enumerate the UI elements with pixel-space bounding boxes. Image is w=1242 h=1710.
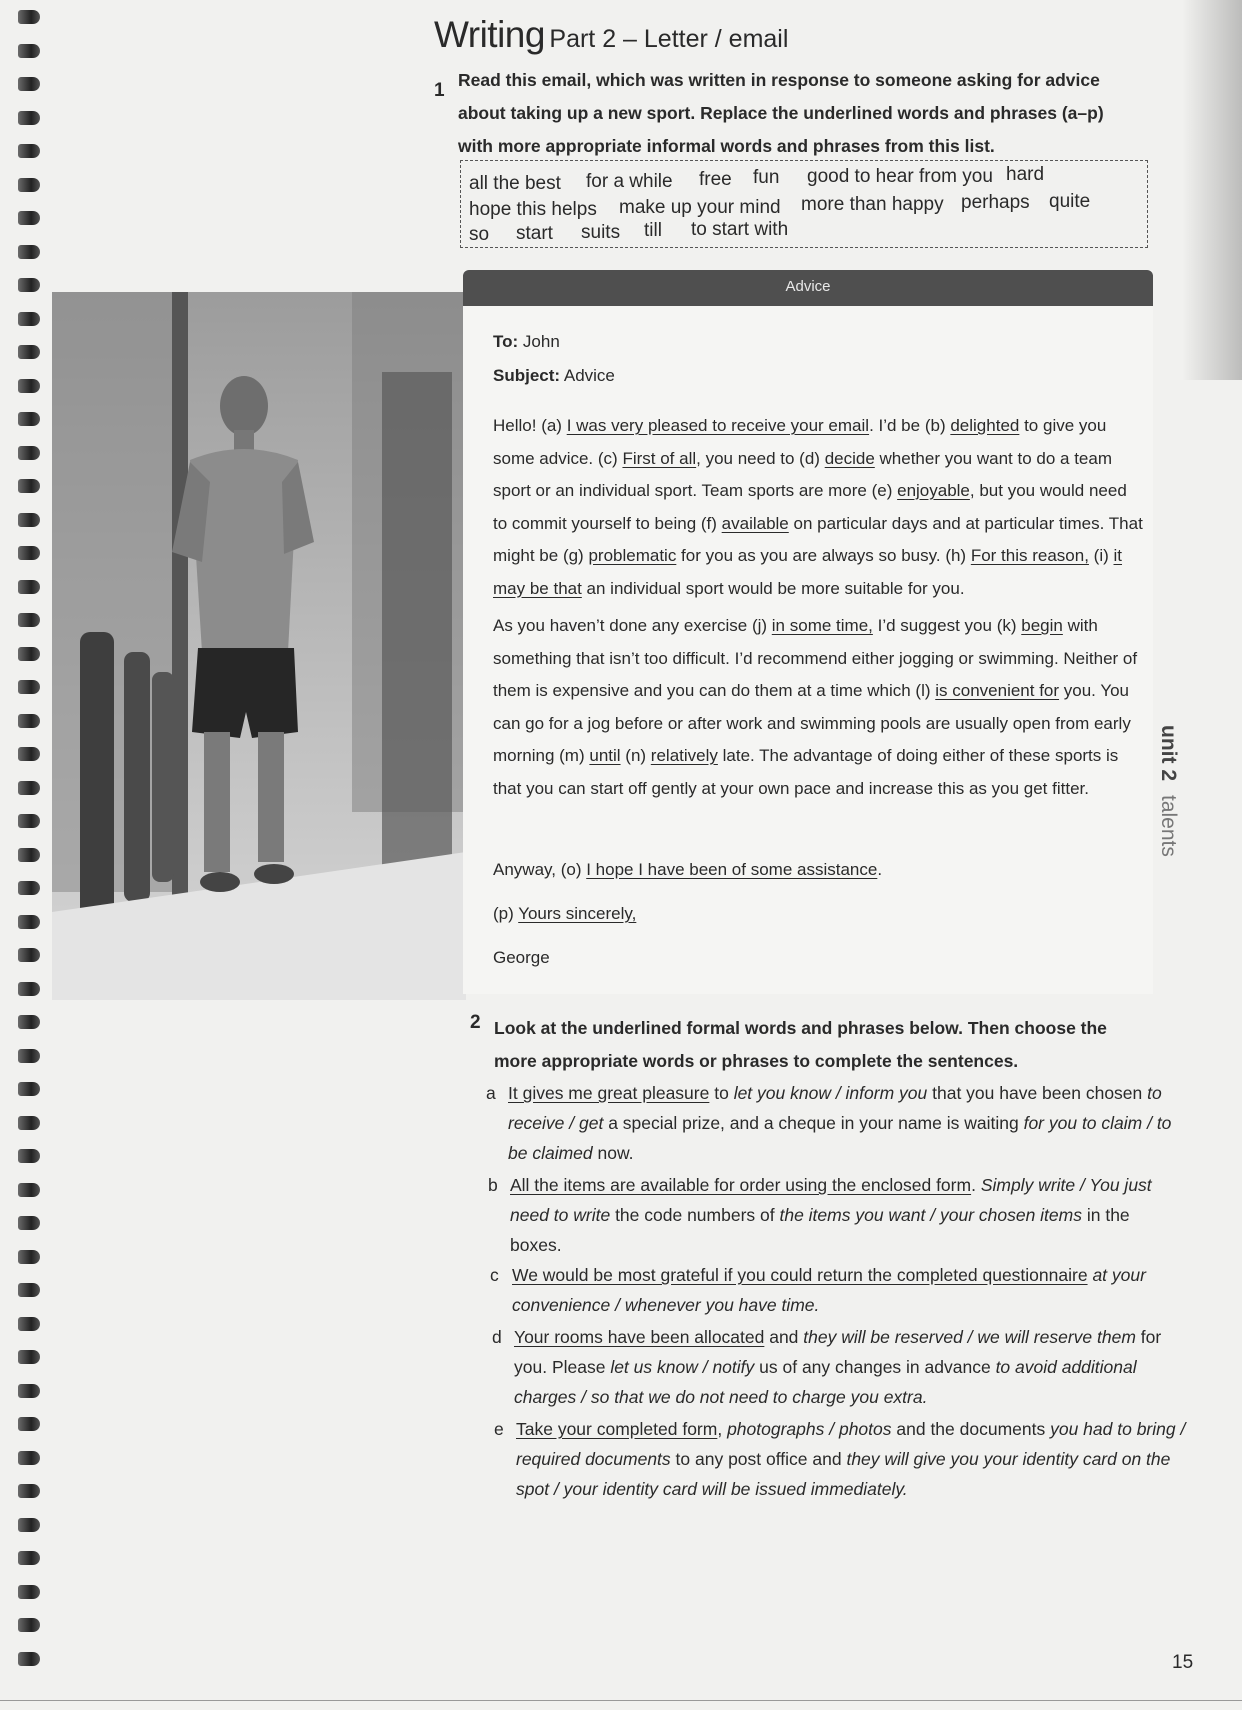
item-body	[510, 1170, 1180, 1260]
choice: photographs / photos	[727, 1419, 892, 1439]
spiral-coil	[18, 781, 40, 795]
word-option: hard	[1006, 164, 1045, 185]
spiral-coil	[18, 1451, 40, 1465]
jogger-photo	[52, 292, 466, 1000]
text: ,	[717, 1419, 728, 1439]
text: late. The advantage of doing either of these sports is that you can start off gently at your own pace and increase this as you get fitter.	[493, 746, 1119, 798]
choice: you had to bring / required documents	[516, 1419, 1186, 1469]
spiral-coil	[18, 10, 40, 24]
spiral-coil	[18, 1317, 40, 1331]
choice: Simply write / You just need to write	[510, 1175, 1152, 1225]
spiral-coil	[18, 111, 40, 125]
underlined-c: First of all	[622, 448, 697, 468]
text: and the documents	[891, 1419, 1051, 1439]
underlined-g: problematic	[588, 546, 677, 565]
underlined-formal: All the items are available for order using the enclosed form	[510, 1175, 972, 1195]
gap-label-a: (a)	[541, 416, 562, 435]
task2-instruction: Look at the underlined formal words and phrases below. Then choose the more appropriate words or phrases to complete the sentences.	[494, 1018, 1107, 1071]
word-list-box	[460, 160, 1148, 248]
spiral-coil	[18, 1216, 40, 1230]
text: a special prize, and a cheque in your name is waiting	[603, 1113, 1024, 1133]
underlined-d: decide	[824, 448, 875, 468]
jogger-illustration	[52, 292, 466, 1000]
email-paragraph-1	[493, 410, 1143, 605]
underlined-h: For this reason,	[970, 546, 1089, 565]
word-option: so	[469, 224, 490, 245]
text: .	[971, 1175, 981, 1195]
gap-label-g: (g)	[562, 546, 584, 565]
spiral-coil	[18, 479, 40, 493]
spiral-coil	[18, 747, 40, 761]
spiral-coil	[18, 77, 40, 91]
spiral-coil	[18, 44, 40, 58]
choice: for you to claim / to be claimed	[508, 1113, 1172, 1163]
page-number: 15	[1172, 1652, 1194, 1673]
word-option: make up your mind	[619, 197, 781, 218]
item-body	[512, 1260, 1182, 1320]
text: on particular days and at particular times. That might be	[493, 513, 1143, 565]
text: . I’d be	[869, 416, 925, 435]
text: to any post office and	[670, 1449, 847, 1469]
word-option: till	[644, 220, 662, 241]
spiral-binding	[18, 10, 48, 1670]
gap-label-m: (m)	[559, 746, 585, 765]
gap-label-b: (b)	[924, 416, 946, 435]
gap-label-o: (o)	[560, 860, 582, 879]
underlined-formal: Take your completed form	[516, 1419, 718, 1439]
spiral-coil	[18, 1250, 40, 1264]
text: Hello!	[493, 416, 542, 435]
underlined-j: in some time,	[771, 616, 873, 635]
text: for you. Please	[514, 1327, 1162, 1377]
word-option: for a while	[586, 171, 673, 192]
text: , you need to	[696, 448, 800, 468]
item-letter: b	[488, 1175, 498, 1195]
word-option: all the best	[469, 173, 561, 194]
choice: let you know / inform you	[733, 1083, 928, 1103]
underlined-formal: It gives me great pleasure	[508, 1083, 710, 1103]
email-paragraph-2	[493, 610, 1143, 805]
email-header-bar	[463, 270, 1153, 306]
spiral-coil	[18, 915, 40, 929]
underlined-f: available	[721, 513, 789, 533]
underlined-i: it may be that	[493, 546, 1123, 598]
text: to	[709, 1083, 734, 1103]
task2-number: 2	[470, 1012, 481, 1033]
title-main: Writing	[434, 14, 545, 55]
spiral-coil	[18, 178, 40, 192]
spiral-coil	[18, 379, 40, 393]
underlined-formal: Your rooms have been allocated	[514, 1327, 765, 1347]
spiral-coil	[18, 647, 40, 661]
item-letter: e	[494, 1419, 504, 1439]
spiral-coil	[18, 446, 40, 460]
underlined-o: I hope I have been of some assistance	[586, 860, 878, 879]
to-label: To:	[493, 332, 519, 351]
choice: the items you want / your chosen items	[779, 1205, 1082, 1225]
email-to	[493, 332, 560, 352]
title-sub: Part 2 – Letter / email	[549, 25, 789, 53]
item-letter: d	[492, 1327, 502, 1347]
to-value: John	[522, 332, 560, 351]
text: .	[877, 860, 883, 879]
spiral-coil	[18, 1049, 40, 1063]
spiral-coil	[18, 1618, 40, 1632]
text: in the boxes.	[510, 1205, 1130, 1255]
spiral-coil	[18, 1350, 40, 1364]
page-edge-shadow	[1182, 0, 1242, 380]
choice: to avoid additional charges / so that we do not need to charge you extra.	[514, 1357, 1137, 1407]
underlined-b: delighted	[950, 416, 1020, 435]
spiral-coil	[18, 1518, 40, 1532]
gap-label-f: (f)	[700, 513, 717, 533]
text: and	[764, 1327, 804, 1347]
gap-label-d: (d)	[799, 448, 820, 468]
spiral-coil	[18, 211, 40, 225]
underlined-n: relatively	[650, 746, 718, 765]
word-option: more than happy	[801, 194, 944, 215]
spiral-coil	[18, 848, 40, 862]
text: that you have been chosen	[927, 1083, 1148, 1103]
spiral-coil	[18, 1149, 40, 1163]
word-option: perhaps	[961, 192, 1030, 213]
item-letter: c	[490, 1265, 499, 1285]
item-body	[508, 1078, 1178, 1168]
gap-label-l: (l)	[915, 681, 931, 700]
email-panel	[463, 270, 1153, 994]
gap-label-c: (c)	[597, 448, 618, 468]
text: us of any changes in advance	[754, 1357, 996, 1377]
word-option: quite	[1049, 191, 1091, 212]
spiral-coil	[18, 312, 40, 326]
choice: let us know / notify	[610, 1357, 755, 1377]
underlined-m: until	[589, 746, 621, 765]
spiral-coil	[18, 345, 40, 359]
gap-label-n: (n)	[625, 746, 647, 765]
email-subject	[493, 366, 615, 386]
spiral-coil	[18, 278, 40, 292]
subject-label: Subject:	[493, 366, 561, 385]
text: to give you some advice.	[493, 416, 1107, 468]
gap-label-k: (k)	[996, 616, 1017, 635]
item-body	[514, 1322, 1184, 1412]
gap-label-h: (h)	[945, 546, 967, 565]
topic-label: talents	[1157, 795, 1180, 857]
gap-label-j: (j)	[751, 616, 768, 635]
word-option: hope this helps	[469, 199, 597, 220]
word-option: free	[699, 169, 732, 190]
spiral-coil	[18, 1183, 40, 1197]
text: the code numbers of	[610, 1205, 780, 1225]
text: I’d suggest you	[872, 616, 997, 635]
text: now.	[592, 1143, 634, 1163]
text: As you haven’t done any exercise	[493, 616, 752, 635]
underlined-l: is convenient for	[935, 681, 1060, 700]
text: , but you would need to commit yourself to being	[493, 481, 1127, 533]
spiral-coil	[18, 613, 40, 627]
spiral-coil	[18, 144, 40, 158]
spiral-coil	[18, 1283, 40, 1297]
spiral-coil	[18, 513, 40, 527]
spiral-coil	[18, 1384, 40, 1398]
spiral-coil	[18, 1082, 40, 1096]
unit-side-tab	[1156, 725, 1180, 857]
text: Anyway,	[493, 860, 561, 879]
email-closing	[493, 898, 1143, 931]
gap-label-i: (i)	[1093, 546, 1109, 565]
choice: they will be reserved / we will reserve them	[803, 1327, 1136, 1347]
text: you. You can go for a jog before or after work and swimming pools are usually open from early morning	[493, 681, 1131, 765]
spiral-coil	[18, 814, 40, 828]
page-title	[434, 14, 788, 56]
task1-number: 1	[434, 80, 445, 101]
spiral-coil	[18, 580, 40, 594]
word-option: to start with	[691, 219, 789, 240]
underlined-formal: We would be most grateful if you could return the completed questionnaire	[512, 1265, 1088, 1285]
spiral-coil	[18, 245, 40, 259]
spiral-coil	[18, 714, 40, 728]
choice: to receive / get	[508, 1083, 1162, 1133]
email-header-title: Advice	[785, 278, 831, 295]
page-bottom-edge	[0, 1700, 1242, 1701]
spiral-coil	[18, 1484, 40, 1498]
task1-instruction: Read this email, which was written in response to someone asking for advice about taking up a new sport. Replace the underlined words and phrases (a–p) with more appropriate informal words and phrases from this list.	[458, 70, 1104, 156]
text: whether you want to do a team sport or an individual sport. Team sports are more	[493, 448, 1112, 500]
item-body	[516, 1414, 1186, 1504]
spiral-coil	[18, 1417, 40, 1431]
spiral-coil	[18, 1551, 40, 1565]
text: with something that isn’t too difficult. I’d recommend either jogging or swimming. Neither of them is expensive and you can do them at a time which	[493, 616, 1138, 700]
spiral-coil	[18, 948, 40, 962]
underlined-p: Yours sincerely,	[518, 904, 637, 923]
underlined-k: begin	[1021, 616, 1063, 635]
underlined-a: I was very pleased to receive your email	[566, 416, 870, 435]
spiral-coil	[18, 982, 40, 996]
email-paragraph-3	[493, 854, 1143, 887]
word-option: good to hear from you	[807, 166, 993, 187]
unit-label: unit 2	[1157, 725, 1180, 781]
text: an individual sport would be more suitable for you.	[581, 578, 965, 598]
word-option: fun	[753, 167, 780, 188]
spiral-coil	[18, 1116, 40, 1130]
spiral-coil	[18, 680, 40, 694]
spiral-coil	[18, 412, 40, 426]
spiral-coil	[18, 881, 40, 895]
item-letter: a	[486, 1083, 496, 1103]
spiral-coil	[18, 1652, 40, 1666]
text: for you as you are always so busy.	[676, 546, 946, 565]
underlined-e: enjoyable	[897, 481, 970, 500]
choice: at your convenience / whenever you have time.	[512, 1265, 1146, 1315]
spiral-coil	[18, 546, 40, 560]
gap-label-e: (e)	[871, 481, 893, 500]
word-option: suits	[581, 222, 621, 243]
spiral-coil	[18, 1585, 40, 1599]
choice: they will give you your identity card on the spot / your identity card will be issued immediately.	[516, 1449, 1171, 1499]
email-signature: George	[493, 948, 550, 967]
gap-label-p: (p)	[493, 904, 514, 923]
word-option: start	[516, 223, 553, 244]
subject-value: Advice	[563, 366, 615, 385]
spiral-coil	[18, 1015, 40, 1029]
